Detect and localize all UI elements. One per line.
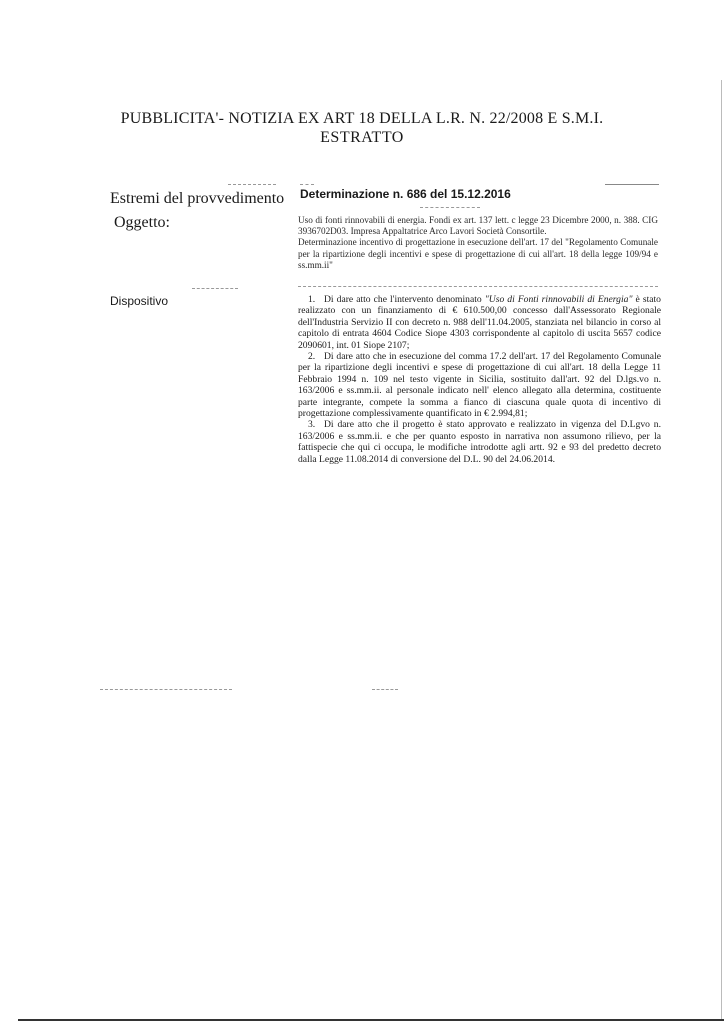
list-item: [298, 419, 661, 465]
list-item: [298, 351, 661, 419]
determinazione-value: Determinazione n. 686 del 15.12.2016: [300, 187, 511, 201]
scan-mark: [100, 689, 232, 690]
scan-mark: [605, 184, 659, 185]
item-text: è stato realizzato con un finanziamento di € 610.500,00 concesso dall'Assessorato Regionale dell'Industria Servizio II con decreto n. 988 dell'11.04.2005, stanziata nel bilancio in corso al capitolo di entrata 4604 Codice Siope 4303 corrispondente al capitolo di uscita 5657 codice 2090601, int. 01 Siope 2107;: [298, 294, 661, 351]
scan-edge: [721, 80, 722, 1020]
scan-mark: [228, 184, 276, 185]
dispositivo-label: Dispositivo: [110, 294, 169, 308]
scan-mark: [372, 689, 398, 690]
dispositivo-list: [298, 294, 661, 465]
scan-mark: [298, 286, 658, 287]
item-number: 2.: [308, 351, 316, 363]
estremi-label: Estremi del provvedimento: [110, 190, 285, 207]
scan-mark: [192, 288, 238, 289]
scan-mark: [300, 184, 314, 185]
item-italic-text: "Uso di Fonti rinnovabili di Energia": [484, 294, 633, 305]
item-text: Di dare atto che l'intervento denominato: [324, 294, 485, 305]
scan-bottom-edge: [18, 1019, 724, 1021]
document-subtitle: ESTRATTO: [320, 129, 404, 146]
oggetto-text: [298, 215, 658, 271]
item-number: 1.: [308, 294, 316, 305]
item-number: 3.: [308, 419, 316, 431]
list-item: [298, 294, 661, 351]
item-text: Di dare atto che il progetto è stato approvato e realizzato in vigenza del D.Lgvo n. 163/2006 e ss.mm.ii. e che per quanto esposto in narrativa non assumono rilievo, per la fattispecie che qui ci occupa, le modifiche introdotte agli artt. 92 e 93 del predetto decreto dalla Legge 11.08.2014 di conversione del D.L. 90 del 24.06.2014.: [298, 419, 661, 465]
item-text: Di dare atto che in esecuzione del comma 17.2 dell'art. 17 del Regolamento Comunale per la ripartizione degli incentivi e spese di progettazione di cui all'art. 18 della Legge 11 Febbraio 1994 n. 109 nel testo vigente in Sicilia, sostituito dall'art. 92 del D.lgs.vo n. 163/2006 e ss.mm.ii. al personale indicato nell' elenco allegato alla determina, costituente parte integrante, compete la somma a fianco di ciascuna quale quota di incentivo di progettazione complessivamente quantificato in € 2.994,81;: [298, 351, 661, 420]
oggetto-label: Oggetto:: [114, 214, 170, 231]
oggetto-paragraph: Determinazione incentivo di progettazione in esecuzione dell'art. 17 del "Regolamento Comunale per la ripartizione degli incentivi e spese di progettazione di cui all'art. 18 della legge 109/94 e ss.mm.ii": [298, 237, 658, 270]
scan-mark: [420, 207, 480, 208]
oggetto-paragraph: Uso di fonti rinnovabili di energia. Fondi ex art. 137 lett. c legge 23 Dicembre 2000, n. 388. CIG 3936702D03. Impresa Appaltatrice Arco Lavori Società Consortile.: [298, 215, 658, 237]
document-title: PUBBLICITA'- NOTIZIA EX ART 18 DELLA L.R. N. 22/2008 E S.M.I.: [120, 110, 604, 127]
